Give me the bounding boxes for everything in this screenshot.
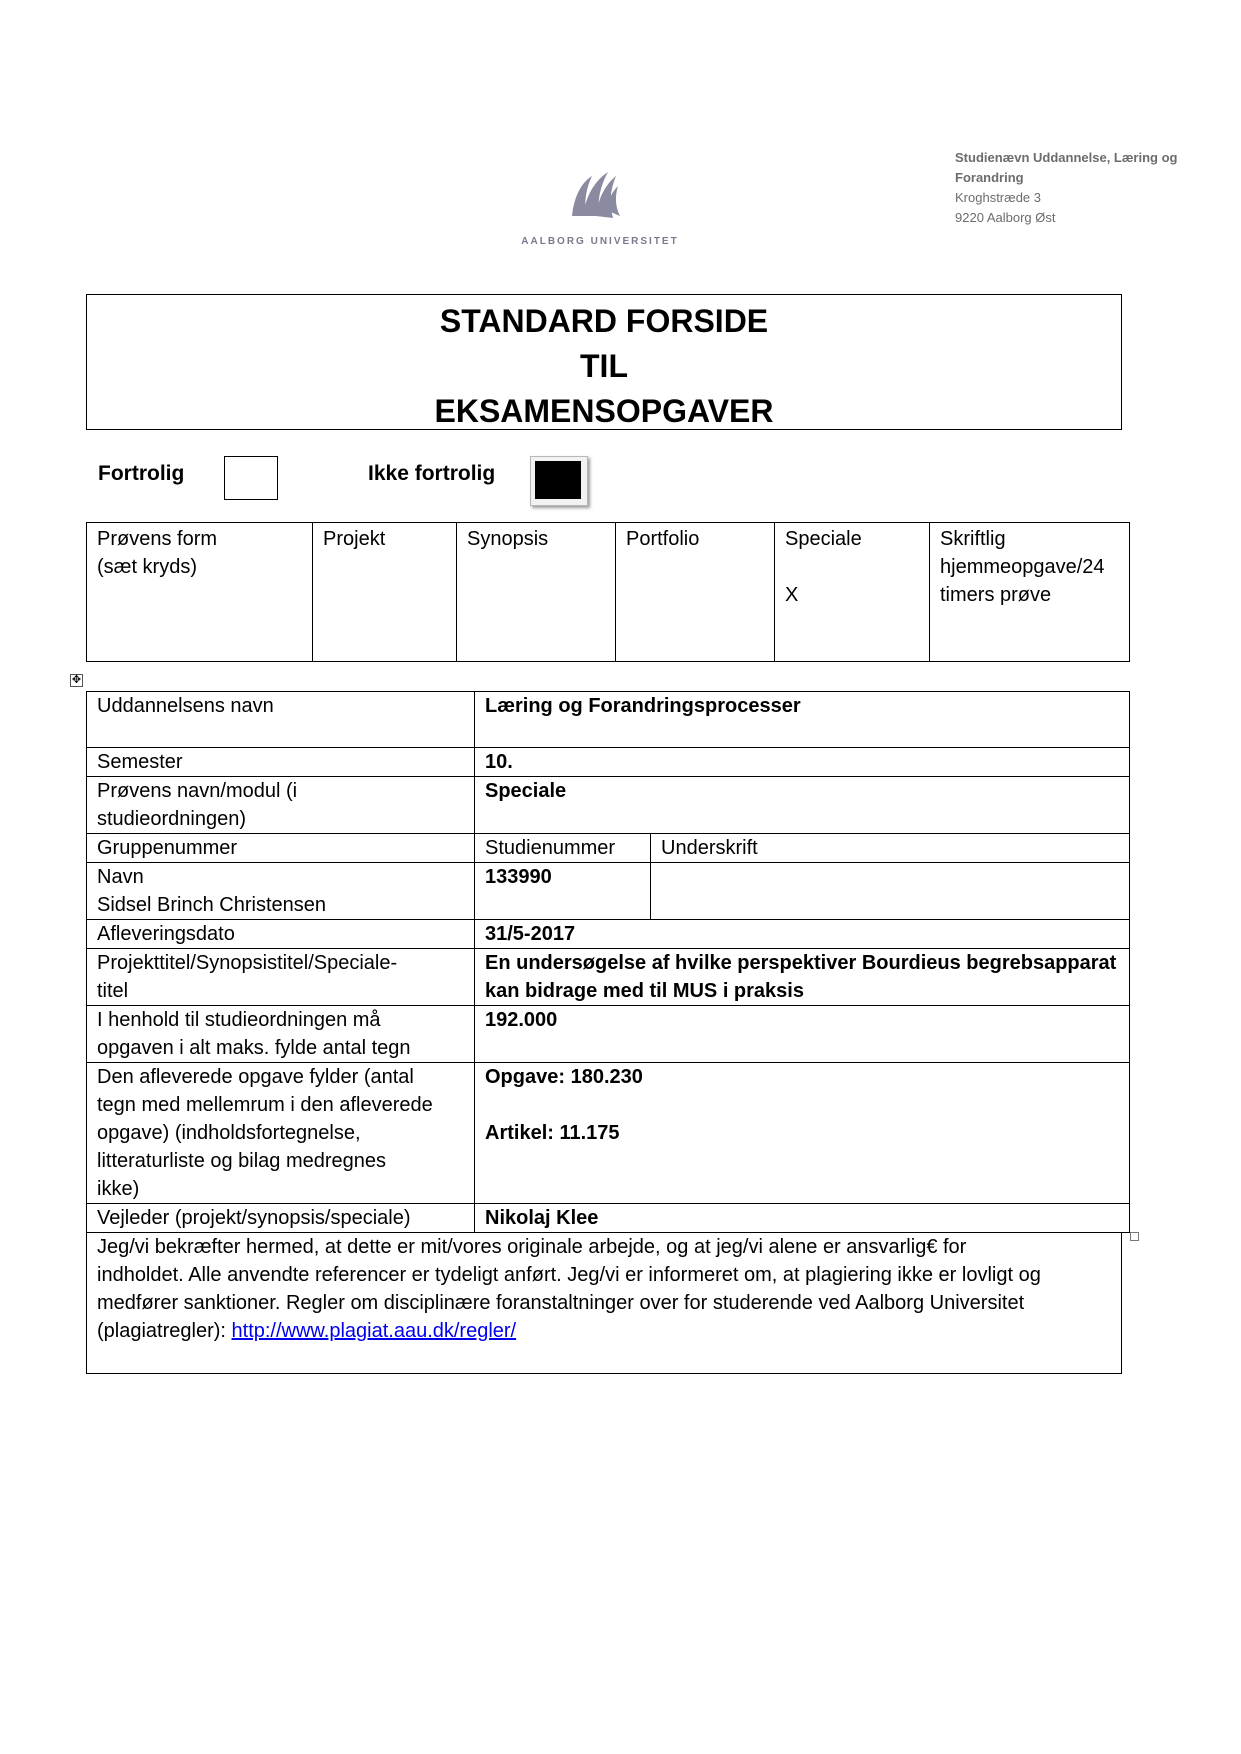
form-type-header-cell [87, 523, 313, 662]
studienummer-label: Studienummer [475, 834, 651, 863]
declaration-box [86, 1232, 1122, 1374]
ikke-fortrolig-checkbox[interactable] [530, 456, 588, 506]
fylder-value[interactable] [475, 1063, 1130, 1204]
form-type-table [86, 522, 1130, 662]
titel-label-text: titel [97, 980, 129, 1002]
title-line: TIL [580, 348, 628, 384]
proeve-label-text: Prøvens navn/modul (i [97, 780, 298, 802]
address-block [955, 148, 1177, 228]
titel-label [87, 949, 475, 1006]
fortrolig-label: Fortrolig [98, 462, 185, 485]
speciale-cell[interactable] [775, 523, 930, 662]
fortrolig-checkbox[interactable] [224, 456, 278, 500]
proeve-label-text: studieordningen) [97, 808, 246, 830]
address-line: 9220 Aalborg Øst [955, 210, 1056, 225]
declaration-text: medfører sanktioner. Regler om disciplinære foranstaltninger over for studerende ved Aalborg Universitet [97, 1292, 1025, 1314]
titel-value[interactable] [475, 949, 1130, 1006]
fylder-label-text: ikke) [97, 1178, 140, 1200]
ikke-fortrolig-label: Ikke fortrolig [368, 462, 496, 485]
navn-value[interactable]: Sidsel Brinch Christensen [97, 894, 326, 916]
navn-label: Navn [97, 866, 144, 888]
info-table [86, 691, 1130, 1233]
declaration-text: Jeg/vi bekræfter hermed, at dette er mit/vores originale arbejde, og at jeg/vi alene er ansvarlig€ for [97, 1236, 967, 1258]
plagiat-link[interactable]: http://www.plagiat.aau.dk/regler/ [231, 1320, 517, 1342]
maks-value[interactable]: 192.000 [475, 1006, 1130, 1063]
skriftlig-label: timers prøve [940, 584, 1052, 606]
speciale-label: Speciale [785, 528, 862, 550]
vejleder-label: Vejleder (projekt/synopsis/speciale) [87, 1204, 475, 1233]
title-line: STANDARD FORSIDE [439, 303, 769, 339]
table-resize-handle[interactable] [1130, 1232, 1139, 1241]
uddannelse-value[interactable]: Læring og Forandringsprocesser [475, 692, 1130, 748]
maks-label-text: I henhold til studieordningen må [97, 1009, 381, 1031]
titel-value-text: En undersøgelse af hvilke perspektiver Bourdieus begrebsapparat [485, 952, 1117, 974]
form-type-header: Prøvens form [97, 528, 218, 550]
skriftlig-cell[interactable] [930, 523, 1130, 662]
synopsis-cell[interactable] [457, 523, 616, 662]
skriftlig-label: Skriftlig [940, 528, 1006, 550]
address-line: Studienævn Uddannelse, Læring og [955, 150, 1178, 165]
artikel-value: Artikel: 11.175 [485, 1122, 620, 1144]
logo-text: AALBORG UNIVERSITET [521, 236, 679, 247]
synopsis-label: Synopsis [467, 528, 549, 550]
semester-label: Semester [87, 748, 475, 777]
proeve-label [87, 777, 475, 834]
title-box [86, 294, 1122, 430]
portfolio-cell[interactable] [616, 523, 775, 662]
fylder-label-text: litteraturliste og bilag medregnes [97, 1150, 387, 1172]
underskrift-value[interactable] [651, 863, 1130, 920]
declaration-text [97, 1317, 1111, 1345]
projekt-label: Projekt [323, 528, 386, 550]
uddannelse-label: Uddannelsens navn [87, 692, 475, 748]
semester-value[interactable]: 10. [475, 748, 1130, 777]
address-line: Forandring [955, 170, 1024, 185]
fylder-label-text: Den afleverede opgave fylder (antal [97, 1066, 414, 1088]
fylder-label-text: tegn med mellemrum i den afleverede [97, 1094, 433, 1116]
speciale-mark: X [785, 584, 799, 606]
skriftlig-label: hjemmeopgave/24 [940, 556, 1105, 578]
declaration-text: indholdet. Alle anvendte referencer er tydeligt anført. Jeg/vi er informeret om, at plagiering ikke er lovligt og [97, 1264, 1041, 1286]
afleveringsdato-label: Afleveringsdato [87, 920, 475, 949]
projekt-cell[interactable] [313, 523, 457, 662]
gruppe-label: Gruppenummer [87, 834, 475, 863]
title-line: EKSAMENSOPGAVER [434, 393, 774, 429]
titel-label-text: Projekttitel/Synopsistitel/Speciale- [97, 952, 398, 974]
declaration-prefix: (plagiatregler): [97, 1320, 232, 1342]
vejleder-value[interactable]: Nikolaj Klee [475, 1204, 1130, 1233]
titel-value-text: kan bidrage med til MUS i praksis [485, 980, 804, 1002]
proeve-value[interactable]: Speciale [475, 777, 1130, 834]
form-type-hint: (sæt kryds) [97, 556, 197, 578]
navn-cell [87, 863, 475, 920]
portfolio-label: Portfolio [626, 528, 700, 550]
maks-label [87, 1006, 475, 1063]
studienummer-value[interactable]: 133990 [475, 863, 651, 920]
afleveringsdato-value[interactable]: 31/5-2017 [475, 920, 1130, 949]
checked-fill [535, 461, 581, 499]
maks-label-text: opgaven i alt maks. fylde antal tegn [97, 1037, 411, 1059]
fylder-label-text: opgave) (indholdsfortegnelse, [97, 1122, 361, 1144]
table-move-handle-icon[interactable]: ✥ [71, 674, 82, 686]
fylder-label [87, 1063, 475, 1204]
opgave-value: Opgave: 180.230 [485, 1066, 643, 1088]
address-line: Kroghstræde 3 [955, 190, 1041, 205]
underskrift-label: Underskrift [651, 834, 1130, 863]
